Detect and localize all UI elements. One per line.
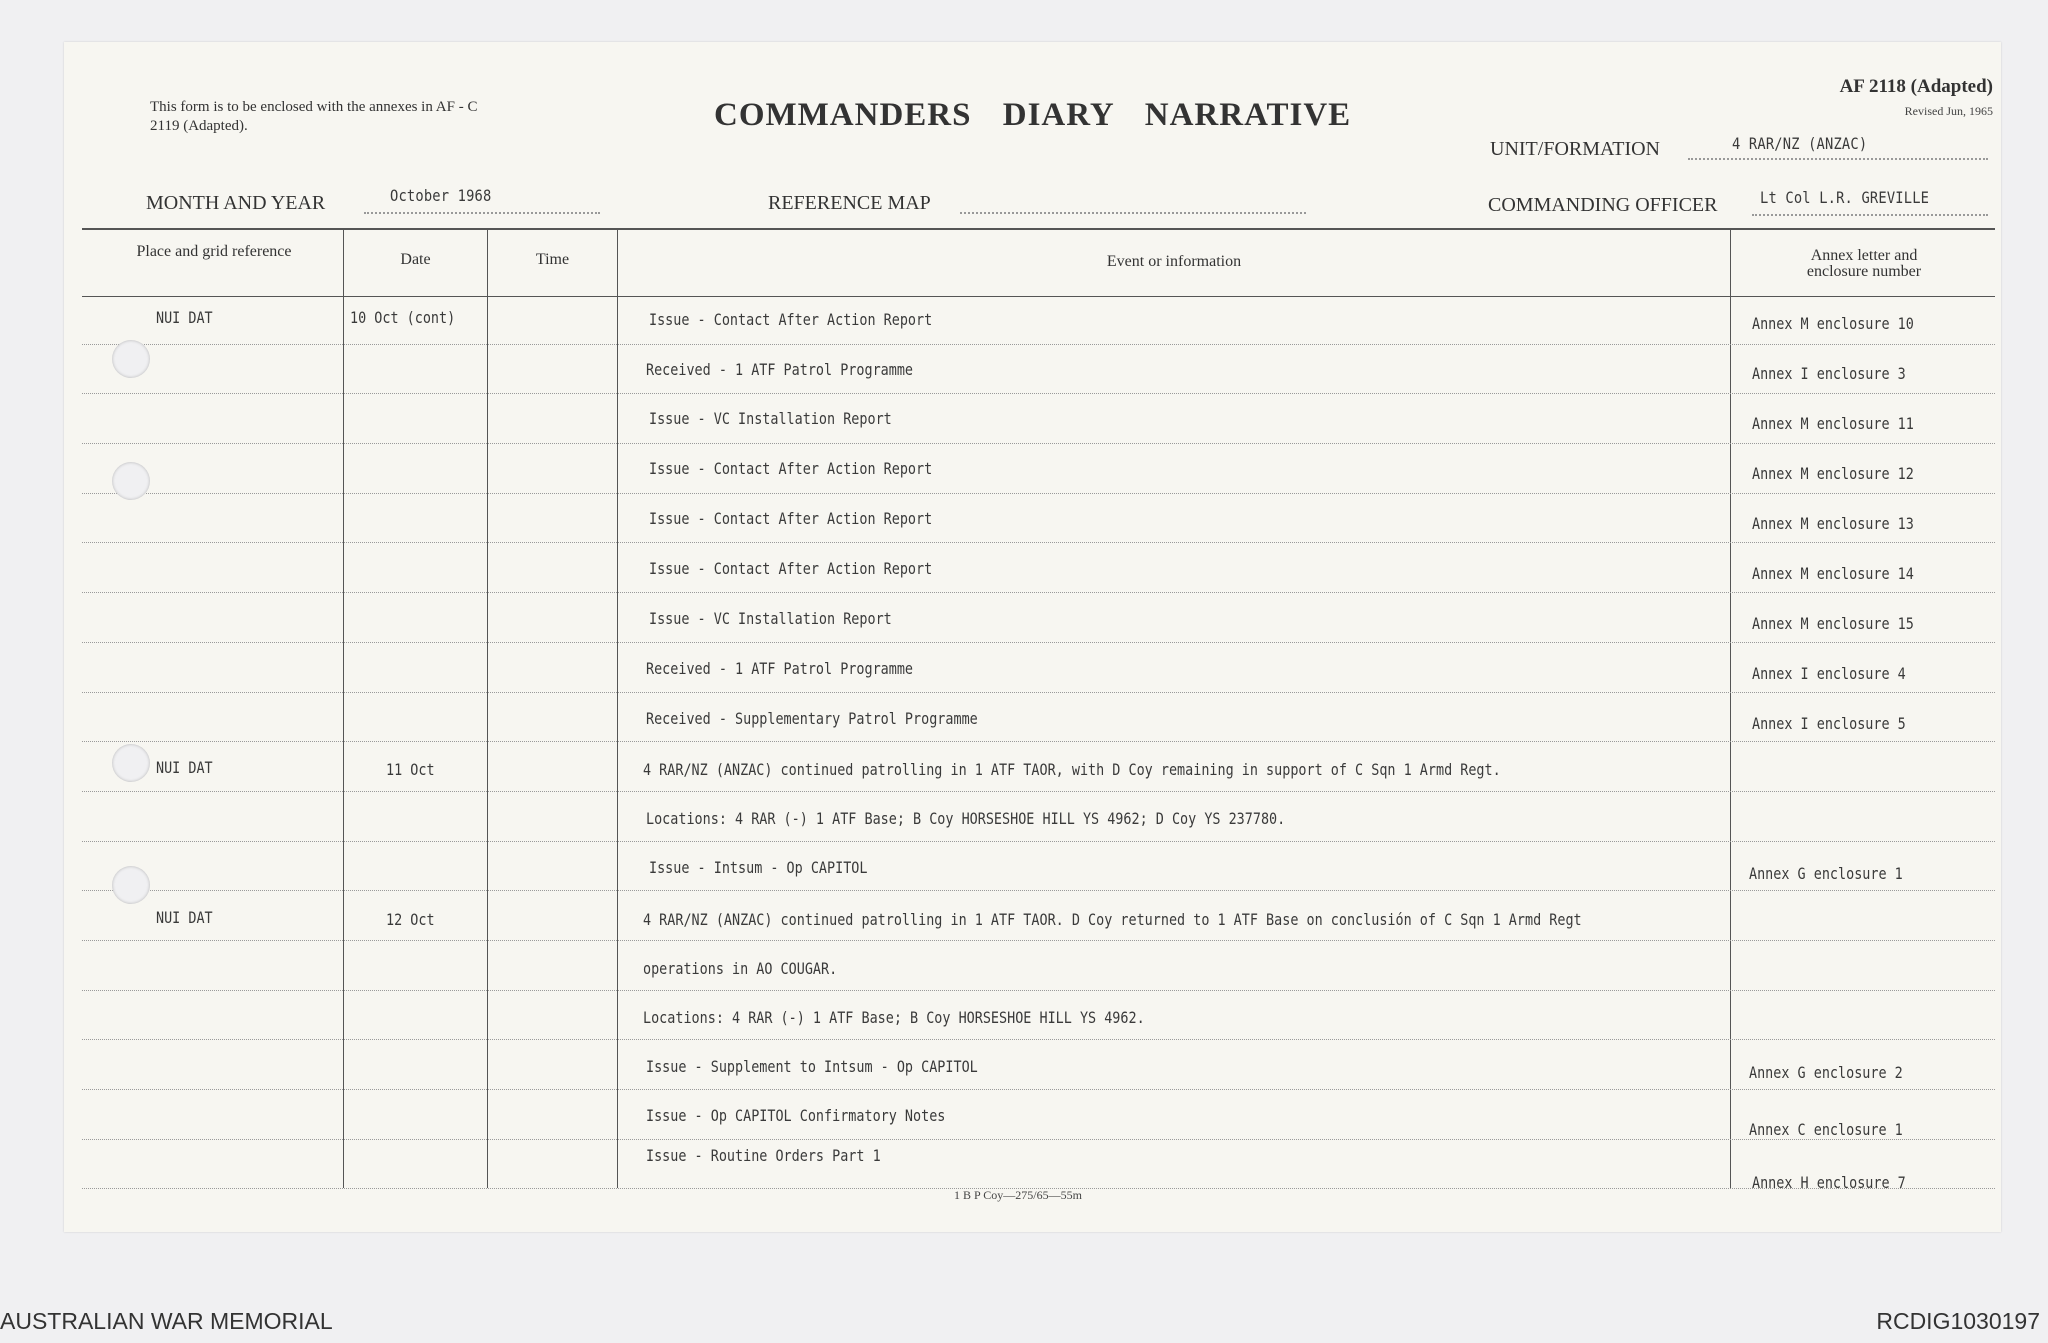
row-annex: Annex M enclosure 12	[1752, 464, 1914, 483]
row-event: Issue - VC Installation Report	[649, 409, 892, 428]
row-date: 10 Oct (cont)	[350, 308, 456, 327]
table-top-rule	[82, 228, 1995, 230]
row-date: 12 Oct	[386, 910, 435, 929]
col-divider-date	[343, 228, 344, 1188]
row-annex: Annex M enclosure 11	[1752, 414, 1914, 433]
row-annex: Annex G enclosure 2	[1749, 1063, 1903, 1082]
row-event: Issue - Op CAPITOL Confirmatory Notes	[646, 1106, 946, 1125]
diary-sheet	[64, 42, 2001, 1232]
form-title: COMMANDERS DIARY NARRATIVE	[714, 97, 1352, 133]
row-event: Locations: 4 RAR (-) 1 ATF Base; B Coy HORSESHOE HILL YS 4962; D Coy YS 237780.	[646, 809, 1286, 828]
row-line	[82, 344, 1995, 345]
row-event: Received - 1 ATF Patrol Programme	[646, 659, 914, 678]
header-place: Place and grid reference	[136, 243, 292, 260]
row-date: 11 Oct	[386, 760, 435, 779]
row-annex: Annex M enclosure 15	[1752, 614, 1914, 633]
row-event: 4 RAR/NZ (ANZAC) continued patrolling in 1 ATF TAOR. D Coy returned to 1 ATF Base on conclusión of C Sqn 1 Armd Regt	[643, 910, 1582, 929]
co-label: COMMANDING OFFICER	[1488, 194, 1718, 216]
row-line	[82, 791, 1995, 792]
co-value: Lt Col L.R. GREVILLE	[1760, 188, 1930, 207]
row-annex: Annex M enclosure 10	[1752, 314, 1914, 333]
row-annex: Annex M enclosure 13	[1752, 514, 1914, 533]
month-label: MONTH AND YEAR	[146, 192, 326, 214]
punch-hole	[112, 744, 150, 782]
header-event: Event or information	[1106, 253, 1242, 270]
footer-right: RCDIG1030197	[1876, 1308, 2040, 1334]
row-annex: Annex G enclosure 1	[1749, 864, 1903, 883]
row-line	[82, 592, 1995, 593]
row-annex: Annex C enclosure 1	[1749, 1120, 1903, 1139]
row-line	[82, 542, 1995, 543]
map-label: REFERENCE MAP	[768, 192, 931, 214]
col-divider-annex	[1730, 228, 1731, 1188]
row-event: Received - Supplementary Patrol Programme	[646, 709, 978, 728]
punch-hole	[112, 462, 150, 500]
row-place: NUI DAT	[156, 758, 213, 777]
row-line	[82, 890, 1995, 891]
unit-dotline	[1688, 158, 1988, 160]
row-event: Issue - Contact After Action Report	[649, 310, 933, 329]
header-time: Time	[535, 251, 570, 268]
row-line	[82, 493, 1995, 494]
month-value: October 1968	[390, 186, 492, 205]
header-annex: Annex letter and enclosure number	[1806, 247, 1922, 280]
table-header-rule	[82, 296, 1995, 297]
col-divider-time	[487, 228, 488, 1188]
printer-mark: 1 B P Coy—275/65—55m	[954, 1188, 1082, 1202]
row-line	[82, 1139, 1995, 1140]
row-event: Issue - Contact After Action Report	[649, 459, 933, 478]
row-event: Issue - Intsum - Op CAPITOL	[649, 858, 868, 877]
form-note: This form is to be enclosed with the annexes in AF - C 2119 (Adapted).	[150, 99, 478, 134]
row-place: NUI DAT	[156, 908, 213, 927]
row-event: Issue - Routine Orders Part 1	[646, 1146, 881, 1165]
unit-value: 4 RAR/NZ (ANZAC)	[1732, 134, 1868, 153]
row-line	[82, 393, 1995, 394]
co-dotline	[1752, 214, 1988, 216]
form-number: AF 2118 (Adapted)	[1839, 76, 1993, 97]
form-revised: Revised Jun, 1965	[1904, 104, 1993, 118]
row-line	[82, 841, 1995, 842]
month-dotline	[364, 212, 600, 214]
map-dotline	[960, 212, 1306, 214]
row-event: Issue - VC Installation Report	[649, 609, 892, 628]
row-annex: Annex I enclosure 3	[1752, 364, 1906, 383]
row-line	[82, 692, 1995, 693]
row-line	[82, 443, 1995, 444]
row-annex: Annex M enclosure 14	[1752, 564, 1914, 583]
punch-hole	[112, 340, 150, 378]
row-line	[82, 990, 1995, 991]
row-event: Issue - Contact After Action Report	[649, 559, 933, 578]
row-line	[82, 741, 1995, 742]
row-event: Issue - Supplement to Intsum - Op CAPITOL	[646, 1057, 978, 1076]
footer-left: AUSTRALIAN WAR MEMORIAL	[0, 1308, 333, 1334]
row-event: Issue - Contact After Action Report	[649, 509, 933, 528]
row-line	[82, 940, 1995, 941]
row-event: Received - 1 ATF Patrol Programme	[646, 360, 914, 379]
punch-hole	[112, 866, 150, 904]
row-annex: Annex I enclosure 4	[1752, 664, 1906, 683]
row-event: Locations: 4 RAR (-) 1 ATF Base; B Coy HORSESHOE HILL YS 4962.	[643, 1008, 1145, 1027]
col-divider-event	[617, 228, 618, 1188]
row-place: NUI DAT	[156, 308, 213, 327]
header-date: Date	[400, 251, 431, 268]
row-line	[82, 1089, 1995, 1090]
row-event: operations in AO COUGAR.	[643, 959, 838, 978]
row-event: 4 RAR/NZ (ANZAC) continued patrolling in 1 ATF TAOR, with D Coy remaining in support of C Sqn 1 Armd Regt.	[643, 760, 1501, 779]
row-annex: Annex H enclosure 7	[1752, 1173, 1906, 1192]
unit-label: UNIT/FORMATION	[1490, 138, 1660, 160]
row-line	[82, 642, 1995, 643]
row-line	[82, 1039, 1995, 1040]
row-annex: Annex I enclosure 5	[1752, 714, 1906, 733]
